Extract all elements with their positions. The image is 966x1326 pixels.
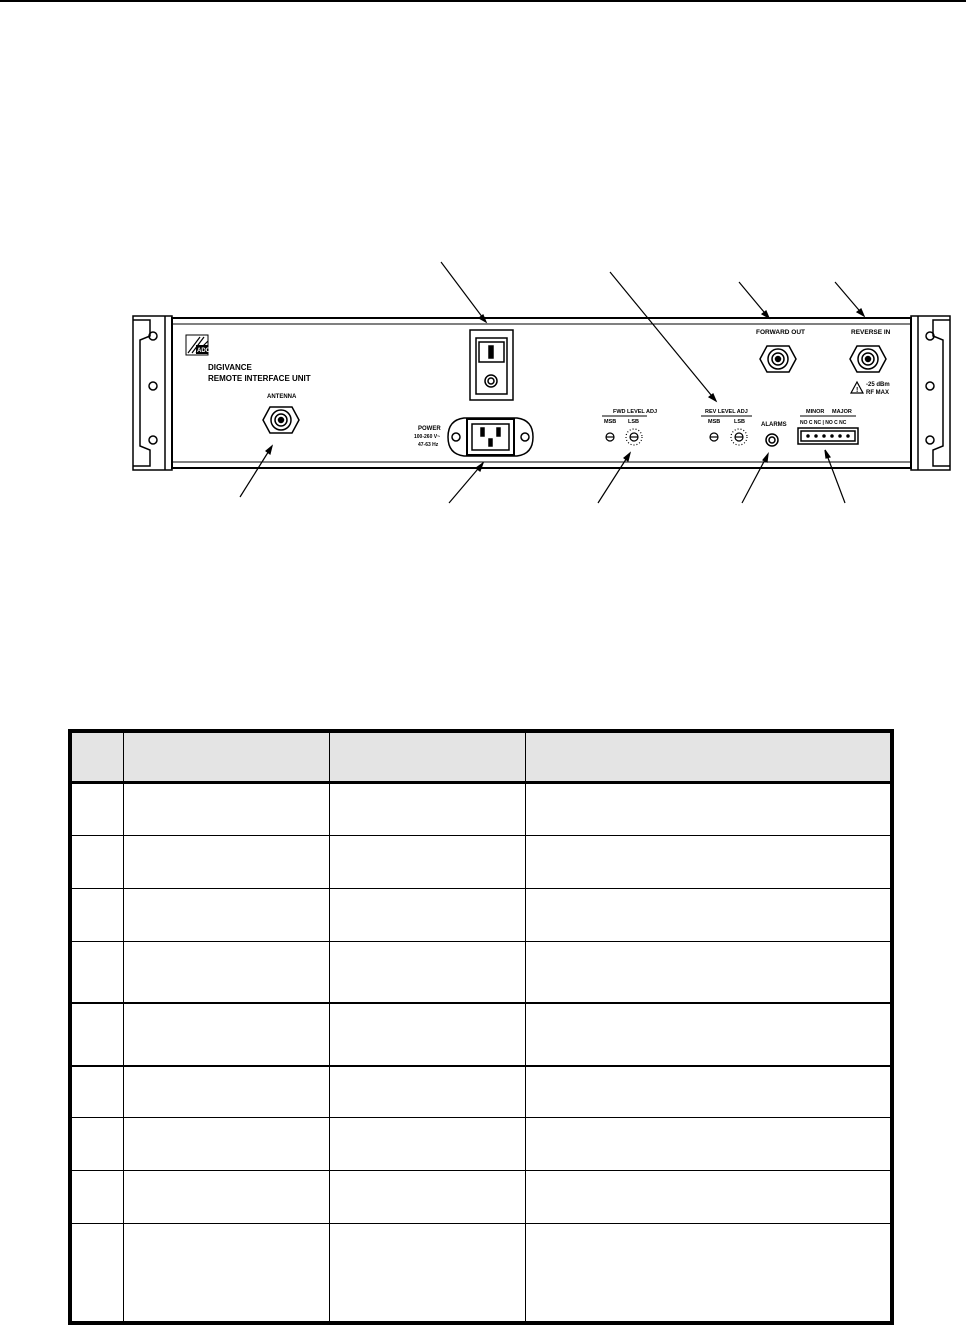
leader-alarms xyxy=(742,454,768,503)
reverse-in-label: REVERSE IN xyxy=(851,329,891,336)
rev-msb-label: MSB xyxy=(708,419,721,425)
header-cell-device xyxy=(330,733,526,783)
reverse-in-connector[interactable] xyxy=(850,346,886,372)
chassis xyxy=(172,318,911,468)
table-row xyxy=(72,836,891,889)
table-row xyxy=(72,889,891,942)
table-row xyxy=(72,1003,891,1066)
rev-msb-dial[interactable] xyxy=(710,433,718,441)
svg-text:!: ! xyxy=(856,387,859,394)
power-frequency: 47-63 Hz xyxy=(418,442,439,448)
alarm-led-icon xyxy=(766,434,778,446)
right-rack-ear xyxy=(911,316,950,470)
power-switch[interactable] xyxy=(470,330,513,400)
rev-lsb-label: LSB xyxy=(734,419,745,425)
leader-power-switch xyxy=(441,262,486,322)
left-rack-ear xyxy=(133,316,172,470)
description-table xyxy=(68,729,894,1325)
alarms-label: ALARMS xyxy=(761,422,787,428)
rf-limit-line1: -25 dBm xyxy=(866,382,890,388)
fwd-msb-label: MSB xyxy=(604,419,617,425)
rear-panel-diagram xyxy=(0,0,966,560)
leader-antenna xyxy=(240,446,272,497)
leader-rev-level-adj xyxy=(610,272,716,401)
fwd-lsb-dial[interactable] xyxy=(626,429,642,445)
rev-lsb-dial[interactable] xyxy=(731,429,747,445)
model-name: REMOTE INTERFACE UNIT xyxy=(208,374,311,383)
table-header-row xyxy=(72,733,891,783)
major-label: MAJOR xyxy=(832,409,852,415)
adc-logo xyxy=(186,335,211,355)
rev-level-adj-label: REV LEVEL ADJ xyxy=(705,409,748,415)
power-voltage: 100-260 V~ xyxy=(414,434,440,440)
power-label: POWER xyxy=(418,426,441,432)
callout-leaders xyxy=(240,262,864,503)
table-row xyxy=(72,1171,891,1224)
antenna-connector[interactable] xyxy=(263,407,299,433)
forward-out-label: FORWARD OUT xyxy=(756,329,805,336)
table-row xyxy=(72,1224,891,1322)
header-cell-function xyxy=(526,733,891,783)
fwd-lsb-label: LSB xyxy=(628,419,639,425)
logo-text: ADC xyxy=(197,348,210,354)
antenna-label: ANTENNA xyxy=(267,394,297,400)
warning-icon xyxy=(851,382,863,394)
fwd-msb-dial[interactable] xyxy=(606,433,614,441)
table-row xyxy=(72,783,891,836)
power-inlet[interactable] xyxy=(448,418,533,456)
minor-label: MINOR xyxy=(806,409,825,415)
leader-fwd-level-adj xyxy=(598,453,630,503)
alarm-terminal-block[interactable] xyxy=(798,428,858,444)
fwd-level-adj-label: FWD LEVEL ADJ xyxy=(613,409,658,415)
header-cell-name xyxy=(124,733,330,783)
alarm-contacts-label: NO C NC | NO C NC xyxy=(800,420,847,426)
forward-out-connector[interactable] xyxy=(760,346,796,372)
table-row xyxy=(72,942,891,1003)
header-cell-ref xyxy=(72,733,124,783)
table-row xyxy=(72,1066,891,1118)
table-row xyxy=(72,1118,891,1171)
brand-name: DIGIVANCE xyxy=(208,363,252,372)
rf-limit-line2: RF MAX xyxy=(866,390,889,396)
